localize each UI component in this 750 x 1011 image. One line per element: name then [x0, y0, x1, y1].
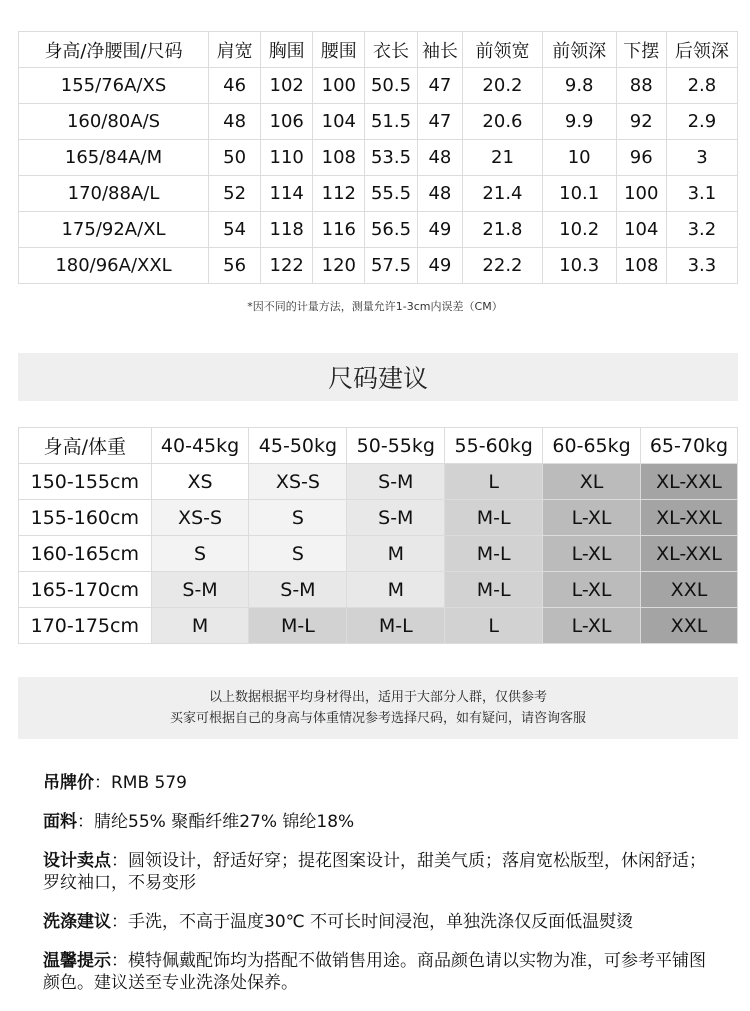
table-cell: 54: [209, 212, 261, 248]
table-row: [19, 572, 738, 608]
size-cell: L-XL: [543, 608, 641, 644]
table-cell: 21: [463, 140, 543, 176]
table-row: [19, 248, 738, 284]
size-cell: XS: [151, 464, 249, 500]
disclaimer-line: 以上数据根据平均身材得出，适用于大部分人群，仅供参考: [208, 690, 547, 705]
column-header: 50-55kg: [347, 428, 445, 464]
size-cell: M: [347, 536, 445, 572]
column-header: 下摆: [616, 32, 666, 68]
table-cell: 49: [417, 248, 463, 284]
column-header: 腰围: [313, 32, 365, 68]
table-row: [19, 500, 738, 536]
table-cell: 56: [209, 248, 261, 284]
size-recommendation-banner: [18, 353, 738, 401]
table-cell: 106: [261, 104, 313, 140]
info-value: ：圆领设计，舒适好穿；提花图案设计，甜美气质；落肩宽松版型，休闲舒适；罗纹袖口，不易变形: [43, 851, 706, 893]
table-row: [19, 68, 738, 104]
column-header: 45-50kg: [249, 428, 347, 464]
table-cell: 104: [313, 104, 365, 140]
size-cell: XL-XXL: [640, 500, 737, 536]
table-row: [19, 176, 738, 212]
info-row: [43, 911, 713, 933]
info-row: [43, 811, 713, 833]
table-cell: 102: [261, 68, 313, 104]
table-cell: 108: [616, 248, 666, 284]
row-label-cell: 180/96A/XXL: [19, 248, 209, 284]
column-header: 40-45kg: [151, 428, 249, 464]
table-cell: 51.5: [365, 104, 417, 140]
table-cell: 118: [261, 212, 313, 248]
size-cell: S-M: [347, 500, 445, 536]
size-chart-table: [18, 31, 738, 284]
column-header: 65-70kg: [640, 428, 737, 464]
table-cell: 50: [209, 140, 261, 176]
disclaimer-box: [18, 677, 738, 739]
table-cell: 120: [313, 248, 365, 284]
column-header: 肩宽: [209, 32, 261, 68]
table-cell: 92: [616, 104, 666, 140]
info-label: 设计卖点: [43, 851, 111, 871]
table-cell: 21.8: [463, 212, 543, 248]
table-cell: 52: [209, 176, 261, 212]
table-cell: 10.3: [542, 248, 616, 284]
info-label: 吊牌价: [43, 773, 94, 793]
table-cell: 122: [261, 248, 313, 284]
table-row: [19, 104, 738, 140]
size-cell: XS-S: [151, 500, 249, 536]
table-cell: 108: [313, 140, 365, 176]
column-header: 袖长: [417, 32, 463, 68]
table-row: [19, 464, 738, 500]
table-cell: 3.3: [666, 248, 737, 284]
table-cell: 46: [209, 68, 261, 104]
height-label-cell: 170-175cm: [19, 608, 152, 644]
table-cell: 55.5: [365, 176, 417, 212]
table-cell: 96: [616, 140, 666, 176]
size-cell: L: [445, 464, 543, 500]
size-cell: L-XL: [543, 572, 641, 608]
size-cell: S-M: [249, 572, 347, 608]
product-info: [43, 772, 713, 1011]
column-header: 前领宽: [463, 32, 543, 68]
size-cell: S-M: [347, 464, 445, 500]
row-label-cell: 165/84A/M: [19, 140, 209, 176]
column-header: 60-65kg: [543, 428, 641, 464]
size-cell: M-L: [347, 608, 445, 644]
table-cell: 100: [616, 176, 666, 212]
table-cell: 9.8: [542, 68, 616, 104]
info-label: 面料: [43, 812, 77, 832]
size-cell: XL-XXL: [640, 464, 737, 500]
table-cell: 48: [209, 104, 261, 140]
table-cell: 10: [542, 140, 616, 176]
table-cell: 10.1: [542, 176, 616, 212]
info-label: 洗涤建议: [43, 912, 111, 932]
size-cell: M: [347, 572, 445, 608]
table-cell: 88: [616, 68, 666, 104]
table-cell: 21.4: [463, 176, 543, 212]
size-cell: XL-XXL: [640, 536, 737, 572]
size-cell: L-XL: [543, 500, 641, 536]
table-cell: 116: [313, 212, 365, 248]
table-row: [19, 140, 738, 176]
size-cell: M: [151, 608, 249, 644]
info-value: ：手洗，不高于温度30℃ 不可长时间浸泡，单独洗涤仅反面低温熨烫: [111, 912, 634, 932]
table-row: [19, 536, 738, 572]
size-cell: M-L: [445, 572, 543, 608]
size-cell: S-M: [151, 572, 249, 608]
size-cell: M-L: [445, 536, 543, 572]
table-cell: 57.5: [365, 248, 417, 284]
size-cell: M-L: [249, 608, 347, 644]
row-label-cell: 175/92A/XL: [19, 212, 209, 248]
measurement-note: *因不同的计量方法，测量允许1-3cm内误差（CM）: [247, 300, 503, 313]
table-cell: 49: [417, 212, 463, 248]
table-row: [19, 608, 738, 644]
size-cell: S: [151, 536, 249, 572]
table-cell: 104: [616, 212, 666, 248]
table-cell: 53.5: [365, 140, 417, 176]
table-cell: 10.2: [542, 212, 616, 248]
size-cell: XXL: [640, 608, 737, 644]
size-cell: M-L: [445, 500, 543, 536]
table-row: [19, 212, 738, 248]
table-cell: 114: [261, 176, 313, 212]
column-header: 后领深: [666, 32, 737, 68]
height-label-cell: 160-165cm: [19, 536, 152, 572]
size-cell: XL: [543, 464, 641, 500]
table-cell: 110: [261, 140, 313, 176]
column-header: 衣长: [365, 32, 417, 68]
table-cell: 48: [417, 140, 463, 176]
info-row: [43, 772, 713, 794]
table-cell: 50.5: [365, 68, 417, 104]
row-label-cell: 160/80A/S: [19, 104, 209, 140]
table-cell: 9.9: [542, 104, 616, 140]
table-cell: 2.9: [666, 104, 737, 140]
size-cell: XXL: [640, 572, 737, 608]
banner-title: 尺码建议: [327, 364, 428, 393]
info-value: ：腈纶55% 聚酯纤维27% 锦纶18%: [77, 812, 355, 832]
column-header: 前领深: [542, 32, 616, 68]
height-label-cell: 155-160cm: [19, 500, 152, 536]
column-header: 身高/体重: [19, 428, 152, 464]
size-cell: L-XL: [543, 536, 641, 572]
table-cell: 56.5: [365, 212, 417, 248]
column-header: 55-60kg: [445, 428, 543, 464]
table-cell: 20.2: [463, 68, 543, 104]
height-label-cell: 150-155cm: [19, 464, 152, 500]
table-cell: 3.2: [666, 212, 737, 248]
row-label-cell: 155/76A/XS: [19, 68, 209, 104]
info-row: [43, 950, 713, 994]
size-cell: XS-S: [249, 464, 347, 500]
table-cell: 112: [313, 176, 365, 212]
table-cell: 47: [417, 68, 463, 104]
info-value: ：RMB 579: [94, 773, 187, 793]
table-cell: 48: [417, 176, 463, 212]
table-cell: 2.8: [666, 68, 737, 104]
column-header: 胸围: [261, 32, 313, 68]
column-header: 身高/净腰围/尺码: [19, 32, 209, 68]
table-cell: 22.2: [463, 248, 543, 284]
table-cell: 3: [666, 140, 737, 176]
size-cell: S: [249, 500, 347, 536]
size-cell: S: [249, 536, 347, 572]
size-cell: L: [445, 608, 543, 644]
info-value: ：模特佩戴配饰均为搭配不做销售用途。商品颜色请以实物为准，可参考平铺图颜色。建议送至专业洗涤处保养。: [43, 951, 706, 993]
table-cell: 100: [313, 68, 365, 104]
size-recommendation-table: [18, 427, 738, 644]
height-label-cell: 165-170cm: [19, 572, 152, 608]
row-label-cell: 170/88A/L: [19, 176, 209, 212]
disclaimer-line: 买家可根据自己的身高与体重情况参考选择尺码，如有疑问，请咨询客服: [169, 711, 586, 726]
table-cell: 47: [417, 104, 463, 140]
table-cell: 20.6: [463, 104, 543, 140]
table-cell: 3.1: [666, 176, 737, 212]
table-header-row: [19, 428, 738, 464]
table-header-row: [19, 32, 738, 68]
info-label: 温馨提示: [43, 951, 111, 971]
info-row: [43, 850, 713, 894]
